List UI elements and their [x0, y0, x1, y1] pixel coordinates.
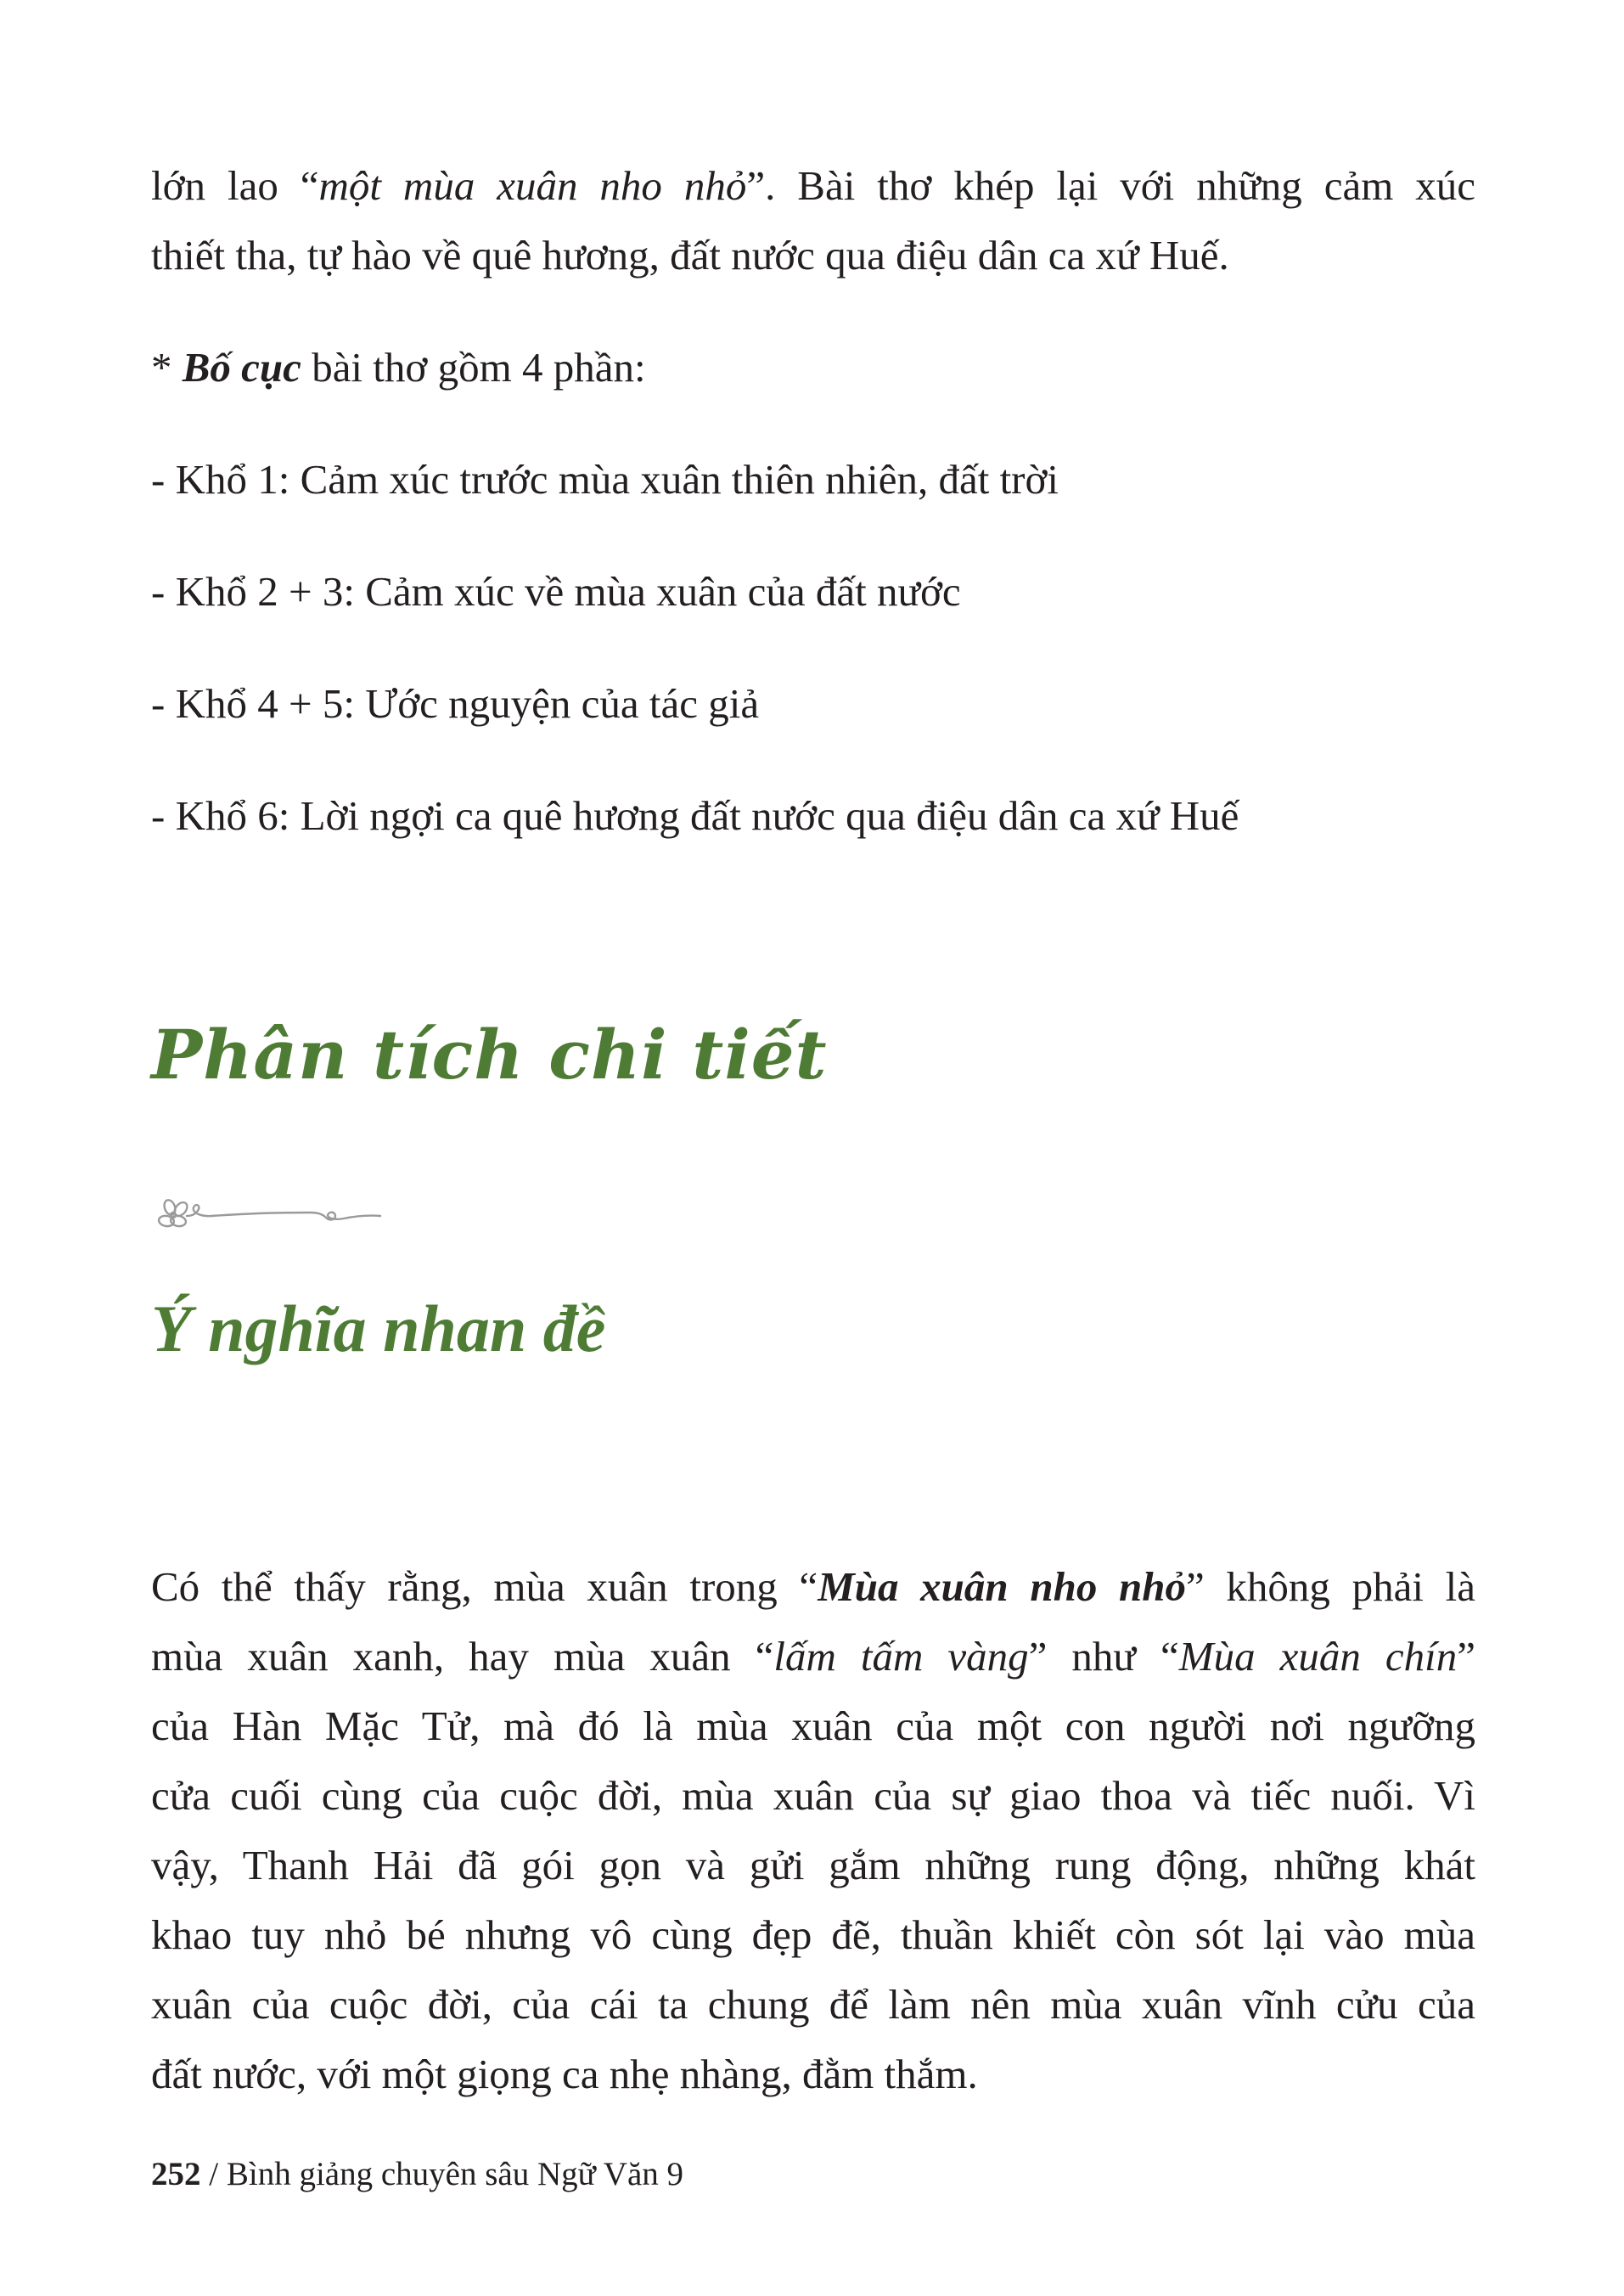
footer-separator: / — [200, 2156, 227, 2192]
intro-paragraph — [151, 151, 1475, 290]
body-line-6: khao tuy nhỏ bé nhưng vô cùng đẹp đẽ, thuần khiết còn sót lại vào mùa — [151, 1911, 1475, 1958]
page-number: 252 — [151, 2156, 201, 2192]
text-run: ” như “ — [1028, 1633, 1179, 1680]
text-run: ”. Bài thơ khép lại với những cảm xúc — [746, 162, 1475, 209]
text-run: lớn lao “ — [151, 162, 319, 209]
text-run: Có thể thấy rằng, mùa xuân trong “ — [151, 1563, 818, 1610]
book-title: Bình giảng chuyên sâu Ngữ Văn 9 — [226, 2156, 684, 2192]
body-paragraph — [151, 1552, 1475, 2109]
body-line-2 — [151, 1622, 1475, 1691]
part-item: - Khổ 2 + 3: Cảm xúc về mùa xuân của đất nước — [151, 568, 961, 615]
part-item: - Khổ 6: Lời ngợi ca quê hương đất nước qua điệu dân ca xứ Huế — [151, 792, 1239, 839]
page-footer — [151, 2155, 683, 2193]
text-run: mùa xuân xanh, hay mùa xuân “ — [151, 1633, 774, 1680]
layout-suffix: bài thơ gồm 4 phần: — [301, 344, 646, 391]
sub-heading: Ý nghĩa nhan đề — [151, 1292, 606, 1365]
body-line-8: đất nước, với một giọng ca nhẹ nhàng, đằm thắm. — [151, 2051, 978, 2097]
part-item: - Khổ 1: Cảm xúc trước mùa xuân thiên nhiên, đất trời — [151, 456, 1059, 503]
text-run: ” không phải là — [1186, 1563, 1475, 1610]
layout-label: Bố cục — [182, 344, 301, 391]
body-line-4: cửa cuối cùng của cuộc đời, mùa xuân của sự giao thoa và tiếc nuối. Vì — [151, 1772, 1475, 1819]
italic-title: Mùa xuân chín — [1178, 1633, 1458, 1680]
body-line-1 — [151, 1552, 1475, 1622]
layout-intro — [151, 333, 1475, 402]
intro-line-1 — [151, 151, 1475, 221]
italic-quote: một mùa xuân nho nhỏ — [318, 162, 747, 209]
body-line-7: xuân của cuộc đời, của cái ta chung để làm nên mùa xuân vĩnh cửu của — [151, 1981, 1475, 2028]
bullet-star: * — [151, 344, 183, 391]
section-heading: Phân tích chi tiết — [151, 1015, 828, 1095]
text-run: ” — [1457, 1633, 1475, 1680]
intro-line-2: thiết tha, tự hào về quê hương, đất nước qua điệu dân ca xứ Huế. — [151, 232, 1229, 279]
body-line-5: vậy, Thanh Hải đã gói gọn và gửi gắm những rung động, những khát — [151, 1842, 1475, 1888]
flower-swirl-divider-icon — [153, 1190, 382, 1241]
part-item: - Khổ 4 + 5: Ước nguyện của tác giả — [151, 680, 760, 727]
italic-quote: lấm tấm vàng — [773, 1633, 1029, 1680]
body-line-3: của Hàn Mặc Tử, mà đó là mùa xuân của một con người nơi ngưỡng — [151, 1702, 1475, 1749]
poem-title: Mùa xuân nho nhỏ — [818, 1563, 1187, 1610]
